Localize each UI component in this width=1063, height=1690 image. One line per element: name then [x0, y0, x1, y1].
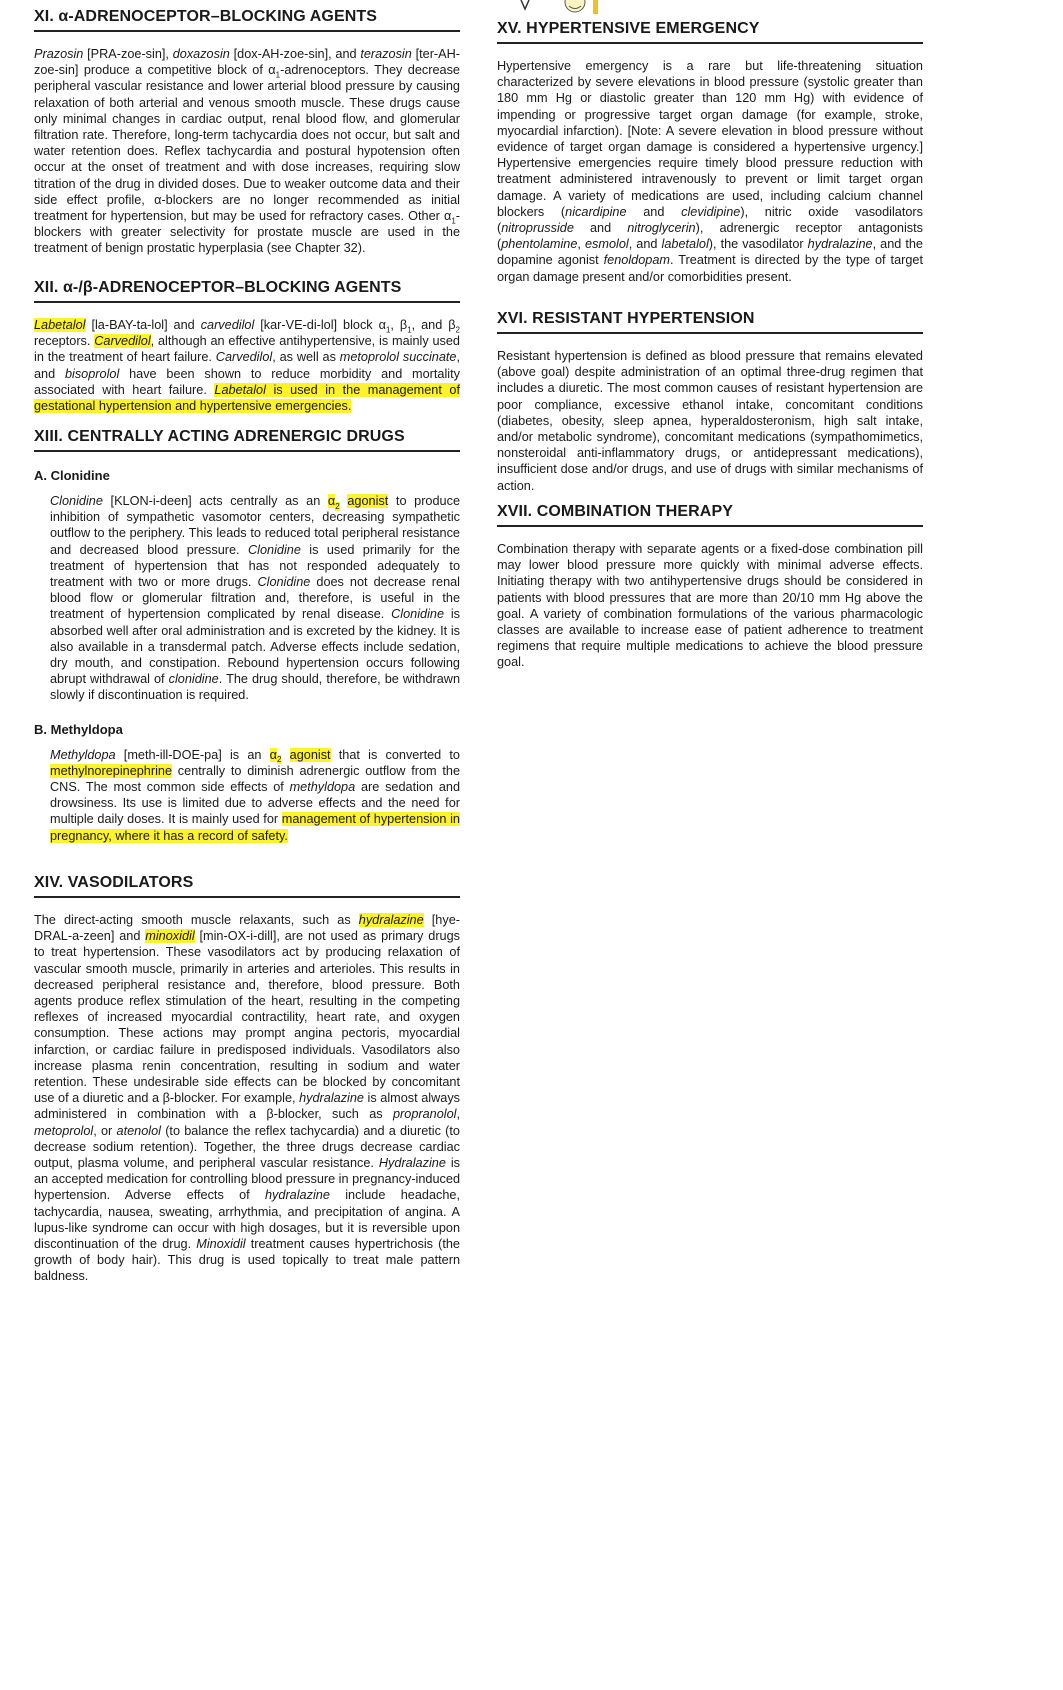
- section-xvii-title: XVII. COMBINATION THERAPY: [497, 503, 923, 527]
- text-run: [KLON-i-deen] acts centrally as an: [102, 494, 328, 508]
- section-xii-body: [34, 317, 460, 414]
- section-xii: [34, 279, 460, 414]
- text-run: centrally to diminish adrenergic outflow from the CNS. The most common side effects of: [50, 763, 460, 795]
- text-run: [hye-DRAL-a-zeen] and: [34, 913, 460, 944]
- text-run: Clonidine: [247, 542, 301, 557]
- text-run: is an accepted medication for controlling blood pressure in pregnancy-induced hypertension. Adverse effects of: [34, 1156, 460, 1203]
- text-run: . Treatment is directed by the type of target organ damage present and/or comorbidities present.: [497, 253, 924, 284]
- cartoon-figure-icon: [519, 0, 601, 14]
- text-run: to produce inhibition of sympathetic vasomotor centers, decreasing sympathetic outflow to the periphery. This leads to reduced total peripheral resistance and decreased blood pressure.: [50, 494, 461, 557]
- text-run: 1: [385, 325, 391, 335]
- text-run: phentolamine: [501, 237, 578, 252]
- text-run: , although an effective antihypertensive, is mainly used in the treatment of heart failure.: [34, 334, 460, 365]
- section-xvii: [497, 503, 923, 671]
- text-run: [meth-ill-DOE-pa] is an: [115, 747, 270, 762]
- section-xvi-title: XVI. RESISTANT HYPERTENSION: [497, 310, 923, 334]
- text-run: Carvedilol: [215, 350, 273, 365]
- subsection-methyldopa-title: B. Methyldopa: [34, 721, 123, 737]
- highlighted-text: minoxidil: [145, 929, 195, 944]
- highlighted-text: α: [327, 494, 336, 508]
- subsection-clonidine-title: A. Clonidine: [34, 468, 110, 483]
- text-run: [la-BAY-ta-lol] and: [85, 318, 201, 332]
- highlighted-text: methylnorepinephrine: [50, 763, 173, 778]
- text-run: , β: [390, 318, 408, 332]
- text-run: receptors.: [34, 334, 95, 349]
- text-run: carvedilol: [200, 318, 255, 332]
- text-run: hydralazine: [299, 1091, 364, 1106]
- section-xi-body: [34, 46, 460, 257]
- text-run: , or: [93, 1123, 117, 1138]
- text-run: ), adrenergic receptor antagonists (: [497, 221, 924, 252]
- text-run: -blockers with greater selectivity for prostate muscle are used in the treatment of benign prostatic hyperplasia (see Chapter 32).: [34, 209, 460, 256]
- text-run: 2: [455, 325, 460, 335]
- text-run: clonidine: [168, 672, 219, 687]
- text-run: and: [573, 221, 628, 236]
- text-run: atenolol: [116, 1123, 161, 1138]
- text-run: Prazosin: [34, 47, 84, 61]
- text-run: (to balance the reflex tachycardia) and a diuretic (to decrease sodium retention). Together, the three drugs decrease cardiac output, plasma volume, and peripheral vascular resistance.: [34, 1123, 460, 1171]
- text-run: Clonidine: [257, 575, 311, 590]
- text-run: [PRA-zoe-sin],: [83, 47, 173, 61]
- text-run: [min-OX-i-dill], are not used as primary drugs to treat hypertension. These vasodilators act by producing relaxation of vascular smooth muscle, primarily in arteries and arterioles. This results in decreased peripheral resistance and, therefore, blood pressure. Both agents produce reflex stimulation of the heart, resulting in the competing reflexes of increased myocardial contractility, heart rate, and oxygen consumption. These actions may prompt angina pectoris, myocardial infarction, or cardiac failure in predisposed individuals. Vasodilators also increase plasma renin concentration, resulting in sodium and water retention. These undesirable side effects can be blocked by concomitant use of a diuretic and a β-blocker. For example,: [34, 929, 460, 1106]
- section-xv: [497, 20, 923, 285]
- text-run: bisoprolol: [64, 366, 120, 381]
- text-run: Combination therapy with separate agents or a fixed-dose combination pill may lower blood pressure more quickly with minimal adverse effects. Initiating therapy with two antihypertensive drugs should be considered in patients with blood pressures that are more than 20/10 mm Hg above the goal. A variety of combination formulations of the various pharmacologic classes are available to increase ease of patient adherence to treatment regimens that require multiple medications to achieve the blood pressure goal.: [497, 542, 923, 670]
- subsection-methyldopa: [34, 722, 460, 844]
- text-run: metoprolol succinate: [339, 350, 457, 365]
- highlighted-text: is used in the management of gestational hypertension and hypertensive emergencies.: [34, 382, 460, 414]
- section-xiv-body: [34, 912, 460, 1285]
- text-run: -adrenoceptors. They decrease peripheral vascular resistance and lower arterial blood pressure by causing relaxation of both arterial and venous smooth muscle. These drugs cause only minimal changes in cardiac output, renal blood flow, and glomerular filtration rate. Therefore, long-term tachycardia does not occur, but salt and water retention does. Reflex tachycardia and postural hypotension often occur at the onset of treatment and with dose increases, requiring slow titration of the drug in divided doses. Due to weaker outcome data and their side effect profile, α-blockers are no longer recommended as initial treatment for hypertension, but may be used for refractory cases. Other α: [34, 63, 460, 224]
- section-xii-title: XII. α-/β-ADRENOCEPTOR–BLOCKING AGENTS: [34, 279, 460, 303]
- text-run: nitroglycerin: [627, 221, 696, 236]
- text-run: Resistant hypertension is defined as blood pressure that remains elevated (above goal) despite administration of an optimal three-drug regimen that includes a diuretic. The most common causes of resistant hypertension are poor compliance, excessive ethanol intake, concomitant conditions (diabetes, obesity, sleep apnea, hyperaldosteronism, high salt intake, and/or metabolic syndrome), concomitant medications (sympathomimetics, nonsteroidal anti-inflammatory drugs, or antidepressant medications), insufficient dose and/or drugs, and use of drugs with similar mechanisms of action.: [497, 349, 923, 493]
- subsection-clonidine-body: [50, 493, 460, 704]
- text-run: [ter-AH-zoe-sin] produce a competitive block of α: [34, 47, 460, 78]
- text-run: clevidipine: [681, 204, 741, 219]
- section-xiv: [34, 874, 460, 1285]
- section-xi-title: XI. α-ADRENOCEPTOR–BLOCKING AGENTS: [34, 8, 460, 32]
- text-run: Minoxidil: [196, 1237, 246, 1252]
- text-run: [kar-VE-di-lol] block α: [254, 318, 386, 332]
- text-run: esmolol: [585, 237, 629, 252]
- section-xiv-title: XIV. VASODILATORS: [34, 874, 460, 898]
- text-run: hydralazine: [807, 237, 873, 252]
- text-run: nicardipine: [565, 204, 627, 219]
- subsection-clonidine: [34, 468, 460, 704]
- section-xv-body: [497, 58, 923, 285]
- text-run: is used primarily for the treatment of hypertension that has not responded adequately to treatment with two or more drugs.: [50, 542, 460, 590]
- text-run: that is converted to: [330, 747, 460, 762]
- highlighted-text: agonist: [347, 494, 389, 508]
- text-run: ,: [577, 237, 585, 252]
- text-run: propranolol: [392, 1107, 457, 1122]
- highlighted-text: agonist: [289, 747, 331, 762]
- text-run: nitroprusside: [501, 221, 574, 236]
- highlighted-text: 2: [277, 755, 282, 765]
- text-run: are sedation and drowsiness. Its use is limited due to adverse effects and the need for multiple daily doses. It is mainly used for: [50, 780, 460, 827]
- text-run: treatment causes hypertrichosis (the growth of body hair). This drug is used topically to treat male pattern baldness.: [34, 1237, 460, 1284]
- text-run: ,: [456, 1107, 460, 1122]
- highlighted-text: Carvedilol: [94, 334, 151, 349]
- subsection-methyldopa-body: [50, 747, 460, 844]
- text-run: labetalol: [661, 237, 709, 252]
- text-run: metoprolol: [34, 1123, 94, 1138]
- text-run: ), the vasodilator: [708, 237, 808, 252]
- text-run: The direct-acting smooth muscle relaxants, such as: [34, 913, 359, 927]
- text-run: 1: [275, 70, 281, 80]
- highlighted-text: hydralazine: [358, 913, 424, 927]
- text-run: , and: [628, 237, 662, 252]
- text-run: ), nitric oxide vasodilators (: [497, 204, 924, 236]
- text-run: hydralazine: [265, 1188, 330, 1203]
- text-run: fenoldopam: [603, 253, 670, 268]
- text-run: Hypertensive emergency is a rare but life-threatening situation characterized by severe elevations in blood pressure (systolic greater than 180 mm Hg or diastolic greater than 120 mm Hg) with evidence of impending or progressive target organ damage (for example, stroke, myocardial infarction). [Note: A severe elevation in blood pressure without evidence of target organ damage is considered a hypertensive urgency.] Hypertensive emergencies require timely blood pressure reduction with treatment administered intravenously to prevent or limit target organ damage. A variety of medications are used, including calcium channel blockers (: [497, 59, 923, 219]
- text-run: Hydralazine: [378, 1156, 446, 1171]
- text-run: 1: [451, 216, 456, 226]
- highlighted-text: α: [269, 747, 277, 762]
- highlighted-text: Labetalol: [214, 382, 266, 397]
- text-run: , and: [34, 350, 460, 381]
- section-xvii-body: [497, 541, 923, 671]
- highlighted-text: 2: [335, 501, 340, 511]
- highlighted-text: management of hypertension in pregnancy, where it has a record of safety.: [50, 812, 460, 843]
- section-xi: [34, 8, 460, 257]
- section-xiii-title: XIII. CENTRALLY ACTING ADRENERGIC DRUGS: [34, 428, 460, 452]
- text-run: is almost always administered in combination with a β-blocker, such as: [34, 1091, 461, 1122]
- text-run: , and β: [411, 318, 456, 332]
- text-run: 1: [407, 325, 412, 335]
- text-run: does not decrease renal blood flow or glomerular filtration and, therefore, is useful in the treatment of hypertension complicated by renal disease.: [50, 575, 461, 622]
- text-run: Clonidine: [391, 607, 445, 622]
- section-xiii: [34, 428, 460, 844]
- highlighted-text: Labetalol: [34, 318, 86, 332]
- text-run: include headache, tachycardia, nausea, sweating, arrhythmia, and precipitation of angina. A lupus-like syndrome can occur with high dosages, but it is reversible upon discontinuation of the drug.: [34, 1188, 460, 1252]
- text-run: doxazosin: [172, 47, 230, 61]
- section-xv-title: XV. HYPERTENSIVE EMERGENCY: [497, 20, 923, 44]
- text-run: methyldopa: [289, 780, 356, 795]
- text-run: [281, 748, 289, 762]
- text-run: , as well as: [272, 350, 340, 365]
- text-run: . The drug should, therefore, be withdrawn slowly if discontinuation is required.: [50, 672, 460, 703]
- text-run: , and the dopamine agonist: [497, 237, 923, 268]
- text-run: is absorbed well after oral administration and is excreted by the kidney. It is also available in a transdermal patch. Adverse effects include sedation, dry mouth, and constipation. Rebound hypertension occurs following abrupt withdrawal of: [50, 607, 460, 687]
- text-run: [dox-AH-zoe-sin], and: [229, 47, 361, 61]
- text-run: Methyldopa: [50, 747, 116, 762]
- text-run: terazosin: [360, 47, 412, 61]
- section-xvi: [497, 310, 923, 494]
- text-run: Clonidine: [50, 494, 103, 508]
- section-xvi-body: [497, 348, 923, 494]
- text-run: have been shown to reduce morbidity and mortality associated with heart failure.: [34, 366, 460, 397]
- text-run: and: [626, 204, 682, 219]
